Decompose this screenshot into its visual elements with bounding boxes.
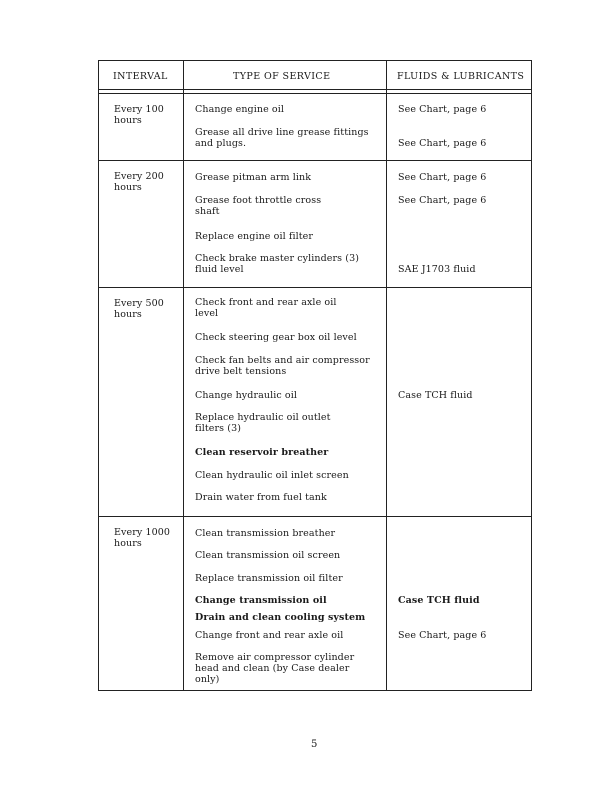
header-service: TYPE OF SERVICE (233, 71, 331, 82)
page-number: 5 (311, 739, 318, 750)
group-bottom-border (98, 690, 532, 691)
interval-label: Every 1000 (114, 527, 171, 538)
fluid-label: Case TCH fluid (398, 390, 473, 401)
group-bottom-border (98, 516, 532, 517)
service-item: Check brake master cylinders (3) (195, 253, 360, 264)
service-item: level (195, 308, 219, 319)
header-interval: INTERVAL (113, 71, 168, 82)
interval-label: Every 100 (114, 104, 164, 115)
service-item: head and clean (by Case dealer (195, 663, 350, 674)
service-item: Change hydraulic oil (195, 390, 297, 401)
interval-label: hours (114, 538, 142, 549)
service-item: Check front and rear axle oil (195, 297, 337, 308)
service-item: fluid level (195, 264, 244, 275)
service-item: Drain water from fuel tank (195, 492, 327, 503)
fluid-label: See Chart, page 6 (398, 104, 487, 115)
fluid-label: See Chart, page 6 (398, 138, 487, 149)
group-bottom-border (98, 160, 532, 161)
service-item: Check steering gear box oil level (195, 332, 357, 343)
service-item: Clean reservoir breather (195, 447, 329, 458)
fluid-label: Case TCH fluid (398, 595, 480, 606)
service-item: only) (195, 674, 220, 685)
table-top-border (98, 60, 532, 61)
column-divider-1 (183, 60, 184, 690)
group-top-border (98, 93, 532, 94)
fluid-label: See Chart, page 6 (398, 172, 487, 183)
interval-label: hours (114, 309, 142, 320)
service-item: Change engine oil (195, 104, 285, 115)
fluid-label: See Chart, page 6 (398, 195, 487, 206)
header-fluids: FLUIDS & LUBRICANTS (397, 71, 525, 82)
column-divider-2 (386, 60, 387, 690)
interval-label: Every 500 (114, 298, 164, 309)
service-item: filters (3) (195, 423, 242, 434)
interval-label: hours (114, 115, 142, 126)
service-item: Grease foot throttle cross (195, 195, 322, 206)
service-item: Replace engine oil filter (195, 231, 314, 242)
service-item: Change transmission oil (195, 595, 327, 606)
service-item: Clean transmission breather (195, 528, 336, 539)
service-item: shaft (195, 206, 220, 217)
fluid-label: See Chart, page 6 (398, 630, 487, 641)
service-item: Change front and rear axle oil (195, 630, 344, 641)
service-item: Replace hydraulic oil outlet (195, 412, 331, 423)
service-item: Clean hydraulic oil inlet screen (195, 470, 349, 481)
service-item: Grease pitman arm link (195, 172, 312, 183)
table-right-border (531, 60, 532, 690)
table-left-border (98, 60, 99, 690)
service-item: and plugs. (195, 138, 247, 149)
fluid-label: SAE J1703 fluid (398, 264, 476, 275)
service-item: Clean transmission oil screen (195, 550, 341, 561)
service-item: Grease all drive line grease fittings (195, 127, 369, 138)
service-item: Remove air compressor cylinder (195, 652, 355, 663)
service-item: drive belt tensions (195, 366, 287, 377)
group-bottom-border (98, 287, 532, 288)
service-item: Check fan belts and air compressor (195, 355, 370, 366)
interval-label: hours (114, 182, 142, 193)
interval-label: Every 200 (114, 171, 164, 182)
header-bottom-border (98, 89, 532, 90)
service-item: Drain and clean cooling system (195, 612, 366, 623)
service-item: Replace transmission oil filter (195, 573, 343, 584)
